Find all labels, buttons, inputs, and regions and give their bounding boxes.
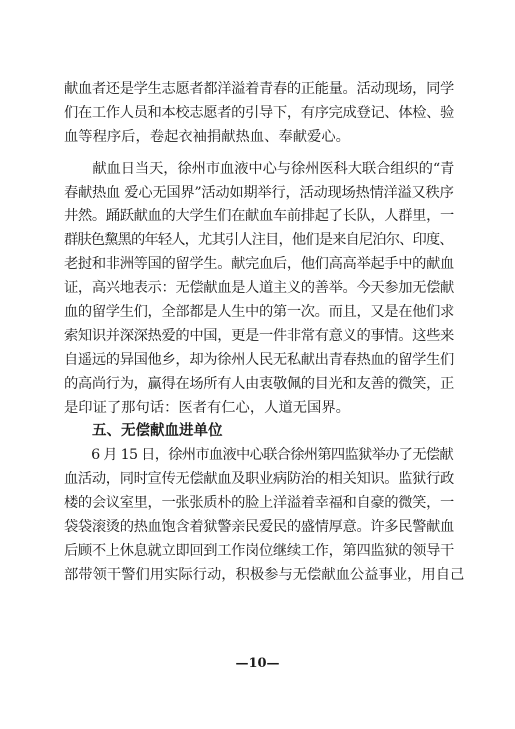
- text-line: 证，高兴地表示：无偿献血是人道主义的善举。今天参加无偿献: [64, 280, 454, 297]
- text-line: 群肤色黧黑的年轻人，尤其引人注目，他们是来自尼泊尔、印度、: [64, 232, 453, 249]
- text-line: 楼的会议室里，一张张质朴的脸上洋溢着幸福和自豪的微笑，一: [64, 495, 454, 512]
- text-line: 后顾不上休息就立即回到工作岗位继续工作，第四监狱的领导干: [64, 542, 454, 559]
- text-line: 6 月 15 日，徐州市血液中心联合徐州第四监狱举办了无偿献: [64, 447, 453, 464]
- text-line: 春献热血 爱心无国界”活动如期举行，活动现场热情洋溢又秩序: [64, 184, 454, 201]
- paragraph-units-donation: [64, 444, 465, 587]
- text-line: 献血日当天，徐州市血液中心与徐州医科大联合组织的“青: [64, 160, 455, 177]
- text-line: 部带领干警们用实际行动，积极参与无偿献血公益事业，用自己: [64, 566, 465, 583]
- text-line: 索知识并深深热爱的中国，更是一件非常有意义的事情。这些来: [64, 327, 454, 344]
- page-number: —10—: [235, 656, 280, 671]
- text-line: 袋袋滚烫的热血饱含着狱警亲民爱民的盛情厚意。许多民警献血: [64, 519, 454, 536]
- text-line: 血等程序后，卷起衣袖捐献热血、奉献爱心。: [64, 128, 350, 145]
- text-line: 的高尚行为，赢得在场所有人由衷敬佩的目光和友善的微笑，正: [64, 375, 454, 392]
- paragraph-blood-donation-day: [64, 158, 454, 421]
- text-line: 血的留学生们，全部都是人生中的第一次。而且，又是在他们求: [64, 304, 454, 321]
- text-line: 是印证了那句话：医者有仁心，人道无国界。: [64, 399, 350, 416]
- text-line: 老挝和非洲等国的留学生。献完血后，他们高高举起手中的献血: [64, 256, 454, 273]
- section-heading: 五、无偿献血进单位: [92, 423, 223, 440]
- paragraph-continuation: [64, 78, 454, 150]
- text-line: 自遥远的异国他乡，却为徐州人民无私献出青春热血的留学生们: [64, 351, 454, 368]
- document-body: [64, 78, 465, 588]
- text-line: 献血者还是学生志愿者都洋溢着青春的正能量。活动现场，同学: [64, 81, 454, 97]
- text-line: 井然。踊跃献血的大学生们在献血车前排起了长队，人群里，一: [64, 208, 454, 225]
- text-line: 血活动，同时宣传无偿献血及职业病防治的相关知识。监狱行政: [64, 471, 454, 488]
- text-line: 们在工作人员和本校志愿者的引导下，有序完成登记、体检、验: [64, 104, 454, 121]
